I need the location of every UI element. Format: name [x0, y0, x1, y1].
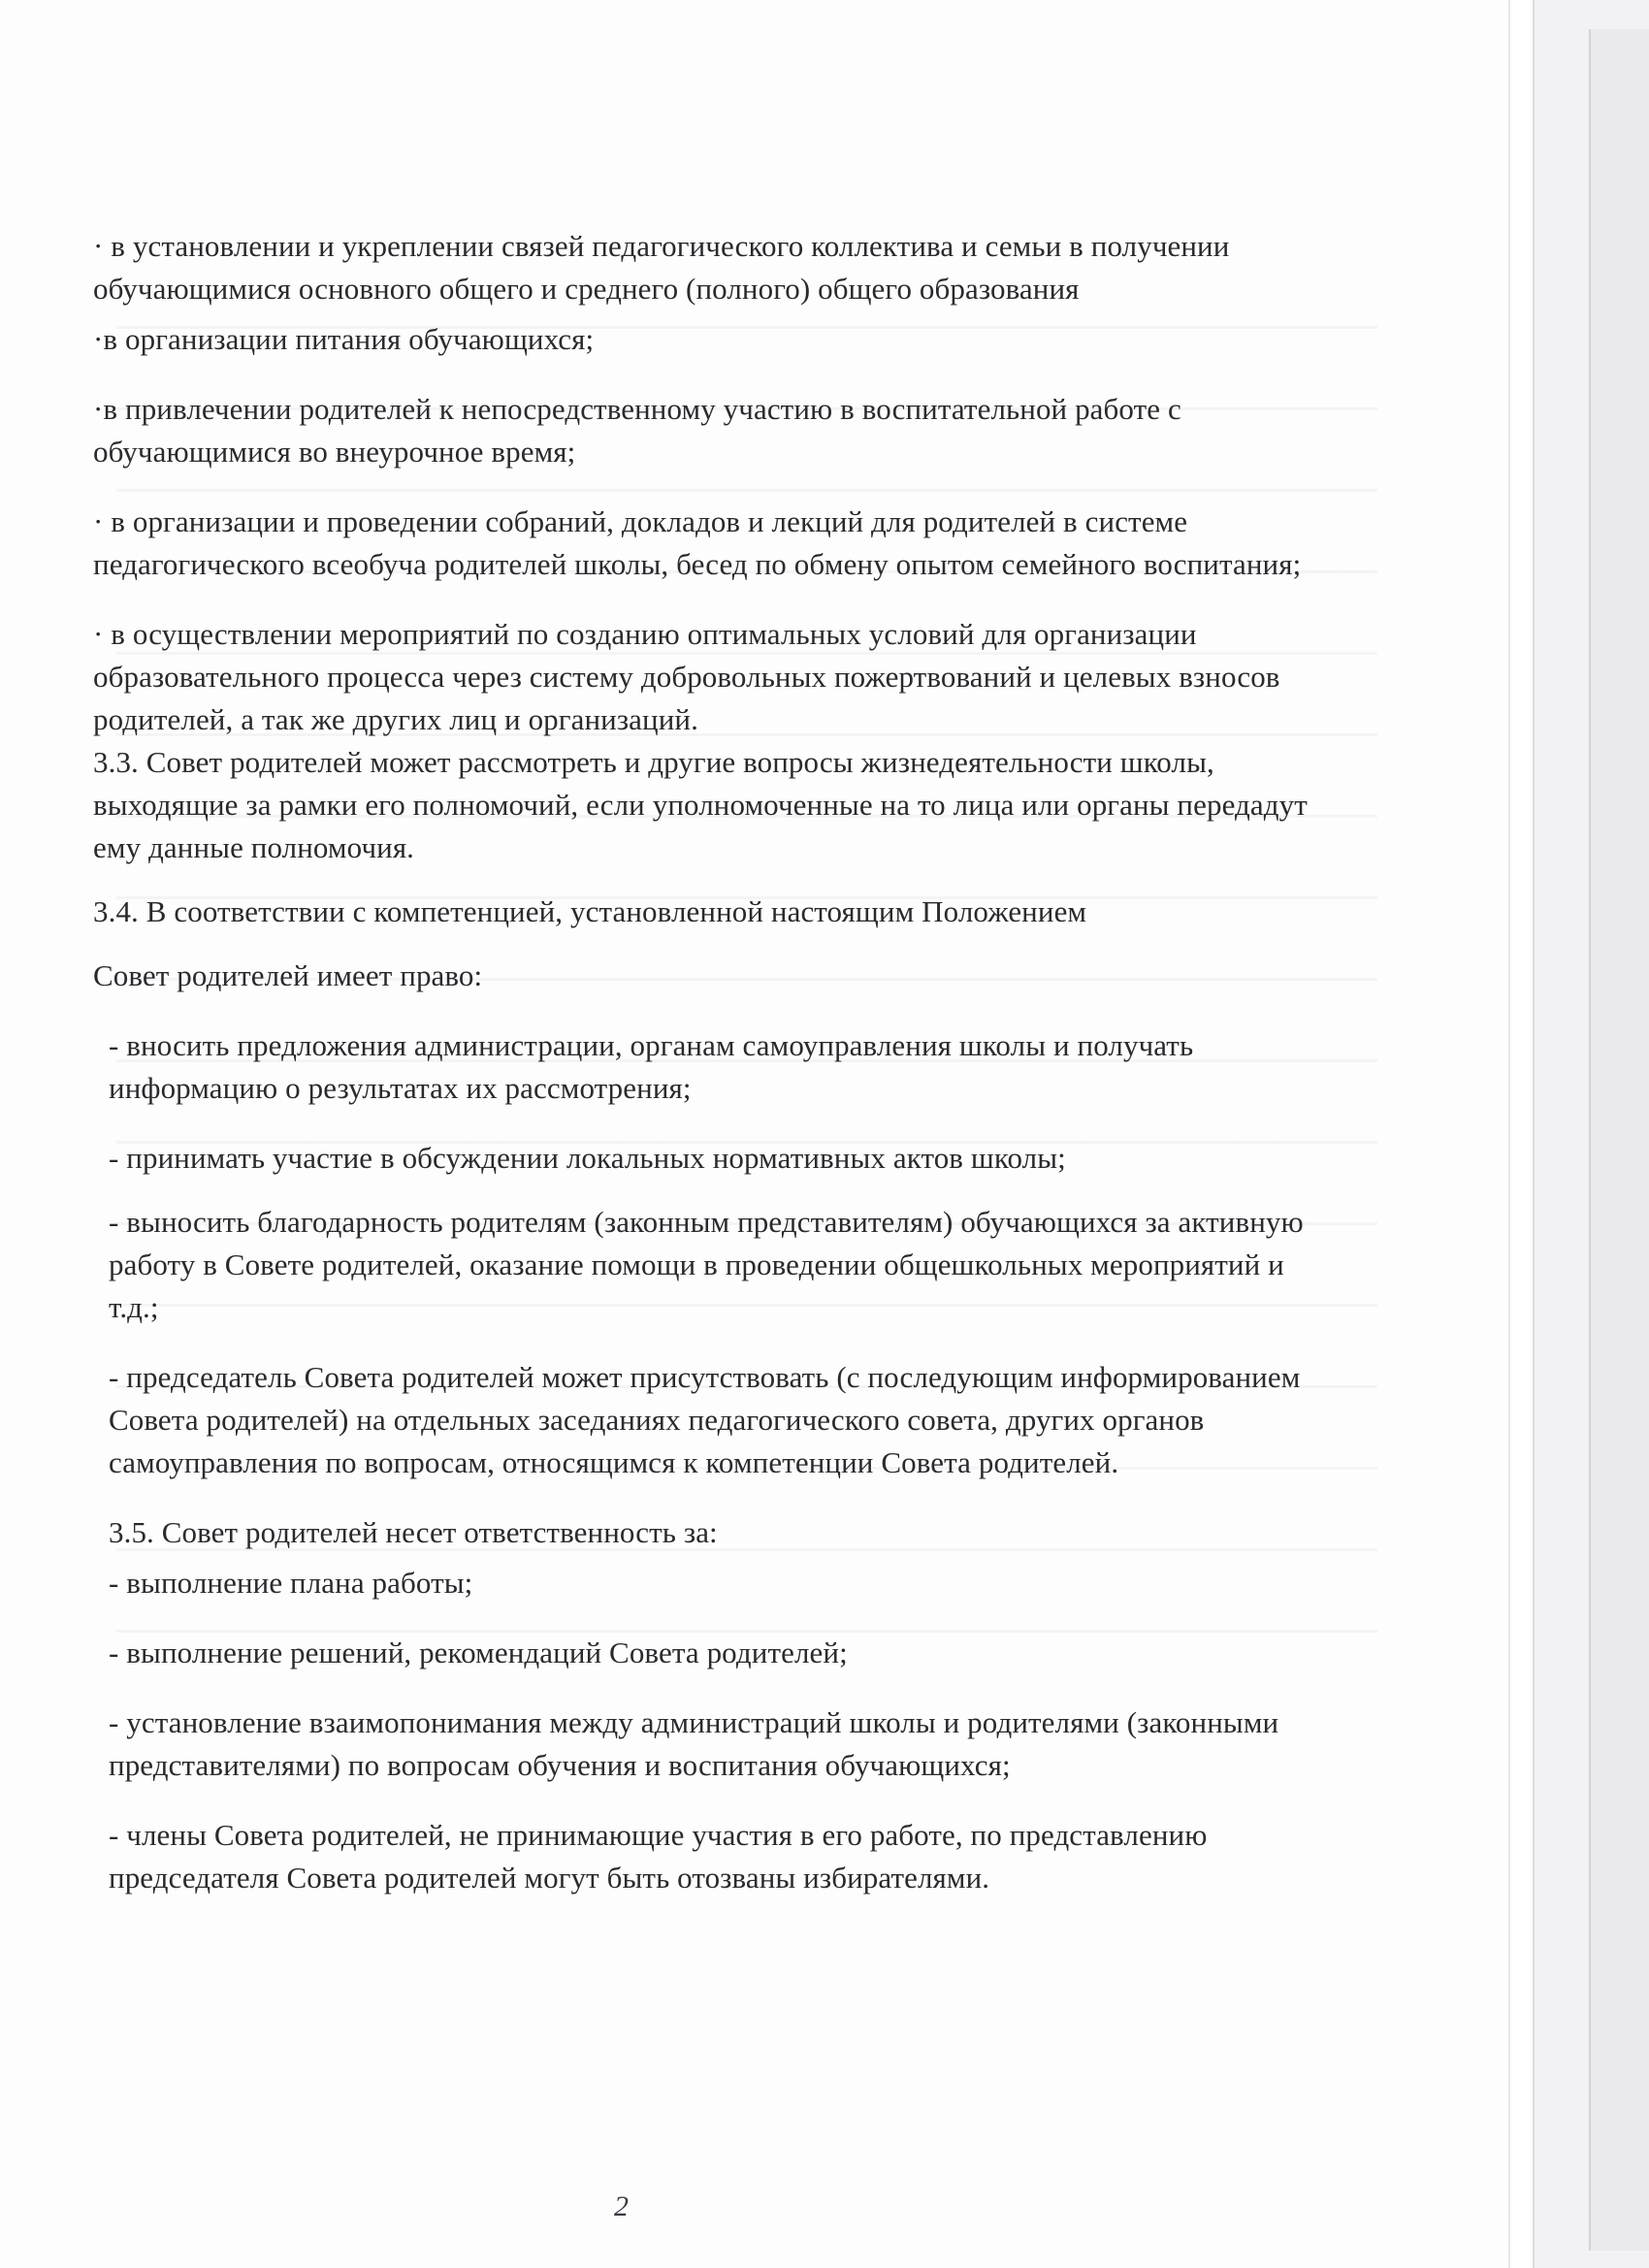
text-line: 3.3. Совет родителей может рассмотреть и другие вопросы жизнедеятельности школы,: [93, 745, 1214, 779]
paragraph: [93, 388, 1412, 473]
underlying-page-edge: [1589, 29, 1649, 2251]
text-line: - председатель Совета родителей может присутствовать (с последующим информированием: [109, 1360, 1301, 1394]
text-line: · в организации и проведении собраний, докладов и лекций для родителей в системе: [93, 504, 1188, 538]
text-line: · в установлении и укреплении связей педагогического коллектива и семьи в получении: [93, 229, 1230, 263]
text-line: образовательного процесса через систему добровольных пожертвований и целевых взносов: [93, 660, 1280, 694]
text-line: обучающимися во внеурочное время;: [93, 435, 576, 469]
paragraph: [93, 1024, 1412, 1110]
text-line: - установление взаимопонимания между администраций школы и родителями (законными: [109, 1705, 1279, 1739]
text-line: информацию о результатах их рассмотрения;: [109, 1071, 692, 1105]
paragraph: [93, 318, 1412, 361]
paragraph: [93, 225, 1412, 310]
text-line: самоуправления по вопросам, относящимся к компетенции Совета родителей.: [109, 1445, 1119, 1479]
section-3-3: [93, 741, 1412, 869]
paragraph: [93, 1562, 1412, 1604]
text-line: 3.4. В соответствии с компетенцией, установленной настоящим Положением: [93, 894, 1087, 928]
text-line: родителей, а так же других лиц и организаций.: [93, 702, 698, 736]
text-line: педагогического всеобуча родителей школы, бесед по обмену опытом семейного воспитания;: [93, 547, 1302, 581]
section-3-5: [93, 1511, 1412, 1554]
text-line: ему данные полномочия.: [93, 830, 415, 864]
document-body: [93, 225, 1412, 1899]
text-line: - выносить благодарность родителям (законным представителям) обучающихся за активную: [109, 1205, 1304, 1239]
paragraph: [93, 955, 1412, 997]
text-line: 3.5. Совет родителей несет ответственность за:: [109, 1515, 718, 1549]
text-line: ·в организации питания обучающихся;: [93, 322, 595, 356]
text-line: Совета родителей) на отдельных заседаниях педагогического совета, других органов: [109, 1403, 1205, 1437]
text-line: выходящие за рамки его полномочий, если уполномоченные на то лица или органы передадут: [93, 788, 1308, 822]
text-line: ·в привлечении родителей к непосредственному участию в воспитательной работе с: [93, 392, 1181, 426]
paragraph: [93, 1137, 1412, 1180]
paragraph: [93, 1814, 1412, 1899]
paragraph: [93, 613, 1412, 741]
text-line: работу в Совете родителей, оказание помощи в проведении общешкольных мероприятий и: [109, 1247, 1284, 1281]
text-line: - принимать участие в обсуждении локальных нормативных актов школы;: [109, 1141, 1066, 1175]
paragraph: [93, 501, 1412, 586]
paragraph: [93, 1701, 1412, 1787]
text-line: Совет родителей имеет право:: [93, 958, 483, 992]
text-line: обучающимися основного общего и среднего (полного) общего образования: [93, 272, 1080, 306]
text-line: - выполнение решений, рекомендаций Совета родителей;: [109, 1636, 848, 1669]
text-line: · в осуществлении мероприятий по созданию оптимальных условий для организации: [93, 617, 1197, 651]
section-3-4: [93, 891, 1412, 933]
paragraph: [93, 1632, 1412, 1674]
text-line: - вносить предложения администрации, органам самоуправления школы и получать: [109, 1028, 1194, 1062]
paragraph: [93, 1356, 1412, 1484]
text-line: представителями) по вопросам обучения и воспитания обучающихся;: [109, 1748, 1011, 1782]
text-line: т.д.;: [109, 1290, 159, 1324]
text-line: председателя Совета родителей могут быть отозваны избирателями.: [109, 1861, 990, 1895]
text-line: - выполнение плана работы;: [109, 1566, 473, 1600]
text-line: - члены Совета родителей, не принимающие участия в его работе, по представлению: [109, 1818, 1208, 1852]
page-number: 2: [614, 2190, 629, 2222]
paragraph: [93, 1201, 1412, 1329]
